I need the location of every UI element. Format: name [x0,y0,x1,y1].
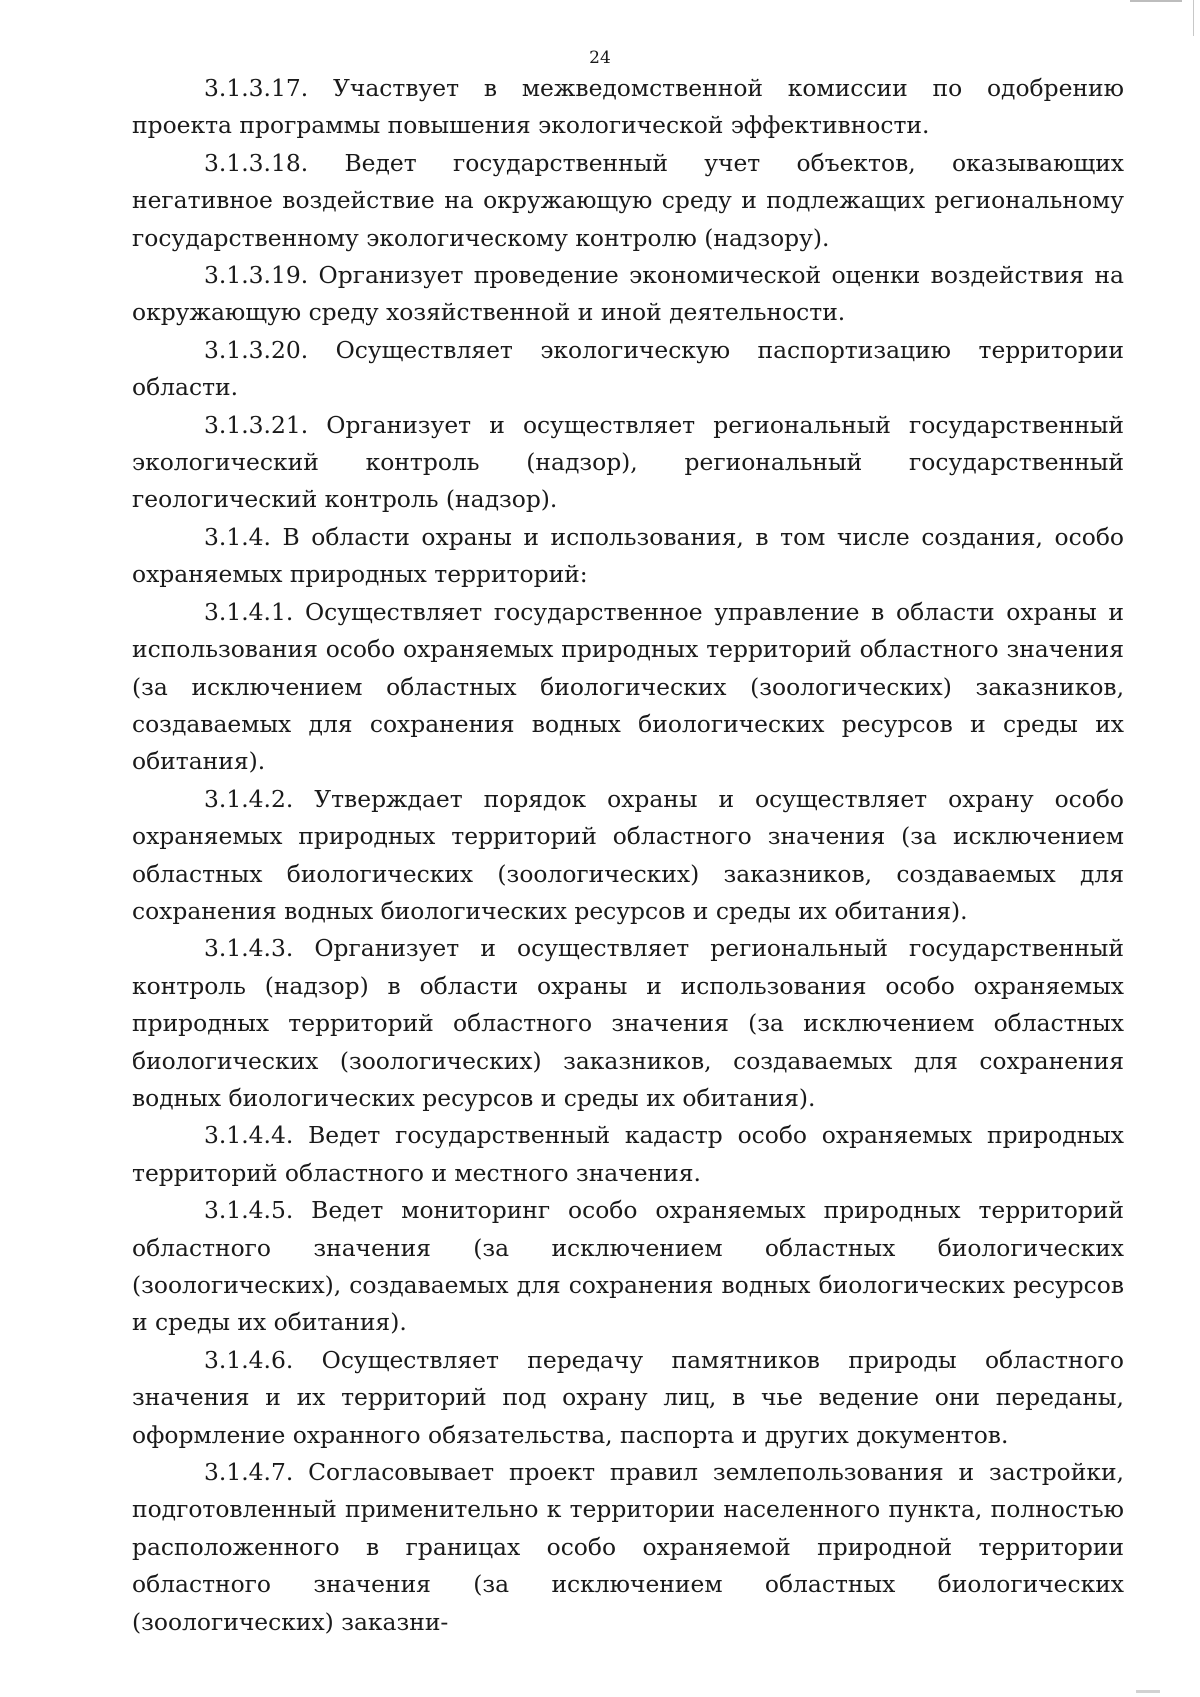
paragraph-3-1-4-3: 3.1.4.3. Организует и осуществляет региональный государственный контроль (надзор) в области охраны и использования особо охраняемых природных территорий областного значения (за исключением областных биологических (зоологических) заказников, создаваемых для сохранения водных биологических ресурсов и среды их обитания). [132,934,1124,1112]
paragraph-3-1-3-19: 3.1.3.19. Организует проведение экономической оценки воздействия на окружающую среду хозяйственной и иной деятельности. [132,261,1124,327]
paragraph-3-1-4-7: 3.1.4.7. Согласовывает проект правил землепользования и застройки, подготовленный применительно к территории населенного пункта, полностью расположенного в границах особо охраняемой природной территории областного значения (за исключением областных биологических (зоологических) заказни- [132,1458,1124,1636]
document-body [132,70,1124,1641]
paragraph-3-1-3-20: 3.1.3.20. Осуществляет экологическую паспортизацию территории области. [132,335,1124,402]
paragraph-3-1-3-21: 3.1.3.21. Организует и осуществляет региональный государственный экологический контроль (надзор), региональный государственный геологический контроль (надзор). [132,410,1124,514]
page-number: 24 [589,48,611,68]
paragraph-3-1-4-1: 3.1.4.1. Осуществляет государственное управление в области охраны и использования особо охраняемых природных территорий областного значения (за исключением областных биологических (зоологических) заказников, создаваемых для сохранения водных биологических ресурсов и среды их обитания). [132,597,1124,776]
scan-artifact-top [1130,0,1182,2]
paragraph-3-1-4-2: 3.1.4.2. Утверждает порядок охраны и осуществляет охрану особо охраняемых природных территорий областного значения (за исключением областных биологических (зоологических) заказников, создаваемых для сохранения водных биологических ресурсов и среды их обитания). [132,784,1124,925]
scan-artifact-bottom [1136,1690,1160,1693]
paragraph-3-1-4-5: 3.1.4.5. Ведет мониторинг особо охраняемых природных территорий областного значения (за исключением областных биологических (зоологических), создаваемых для сохранения водных биологических ресурсов и среды их обитания). [132,1196,1124,1337]
paragraph-3-1-3-18: 3.1.3.18. Ведет государственный учет объектов, оказывающих негативное воздействие на окружающую среду и подлежащих региональному государственному экологическому контролю (надзору). [132,148,1124,252]
paragraph-3-1-4-6: 3.1.4.6. Осуществляет передачу памятников природы областного значения и их территорий под охрану лиц, в чье ведение они переданы, оформление охранного обязательства, паспорта и других документов. [132,1345,1124,1449]
paragraph-3-1-4: 3.1.4. В области охраны и использования, в том числе создания, особо охраняемых природных территорий: [132,522,1124,589]
scan-artifact-edge [1193,0,1194,36]
paragraph-3-1-3-17: 3.1.3.17. Участвует в межведомственной комиссии по одобрению проекта программы повышения экологической эффективности. [132,74,1124,140]
paragraph-3-1-4-4: 3.1.4.4. Ведет государственный кадастр особо охраняемых природных территорий областного и местного значения. [132,1121,1124,1187]
